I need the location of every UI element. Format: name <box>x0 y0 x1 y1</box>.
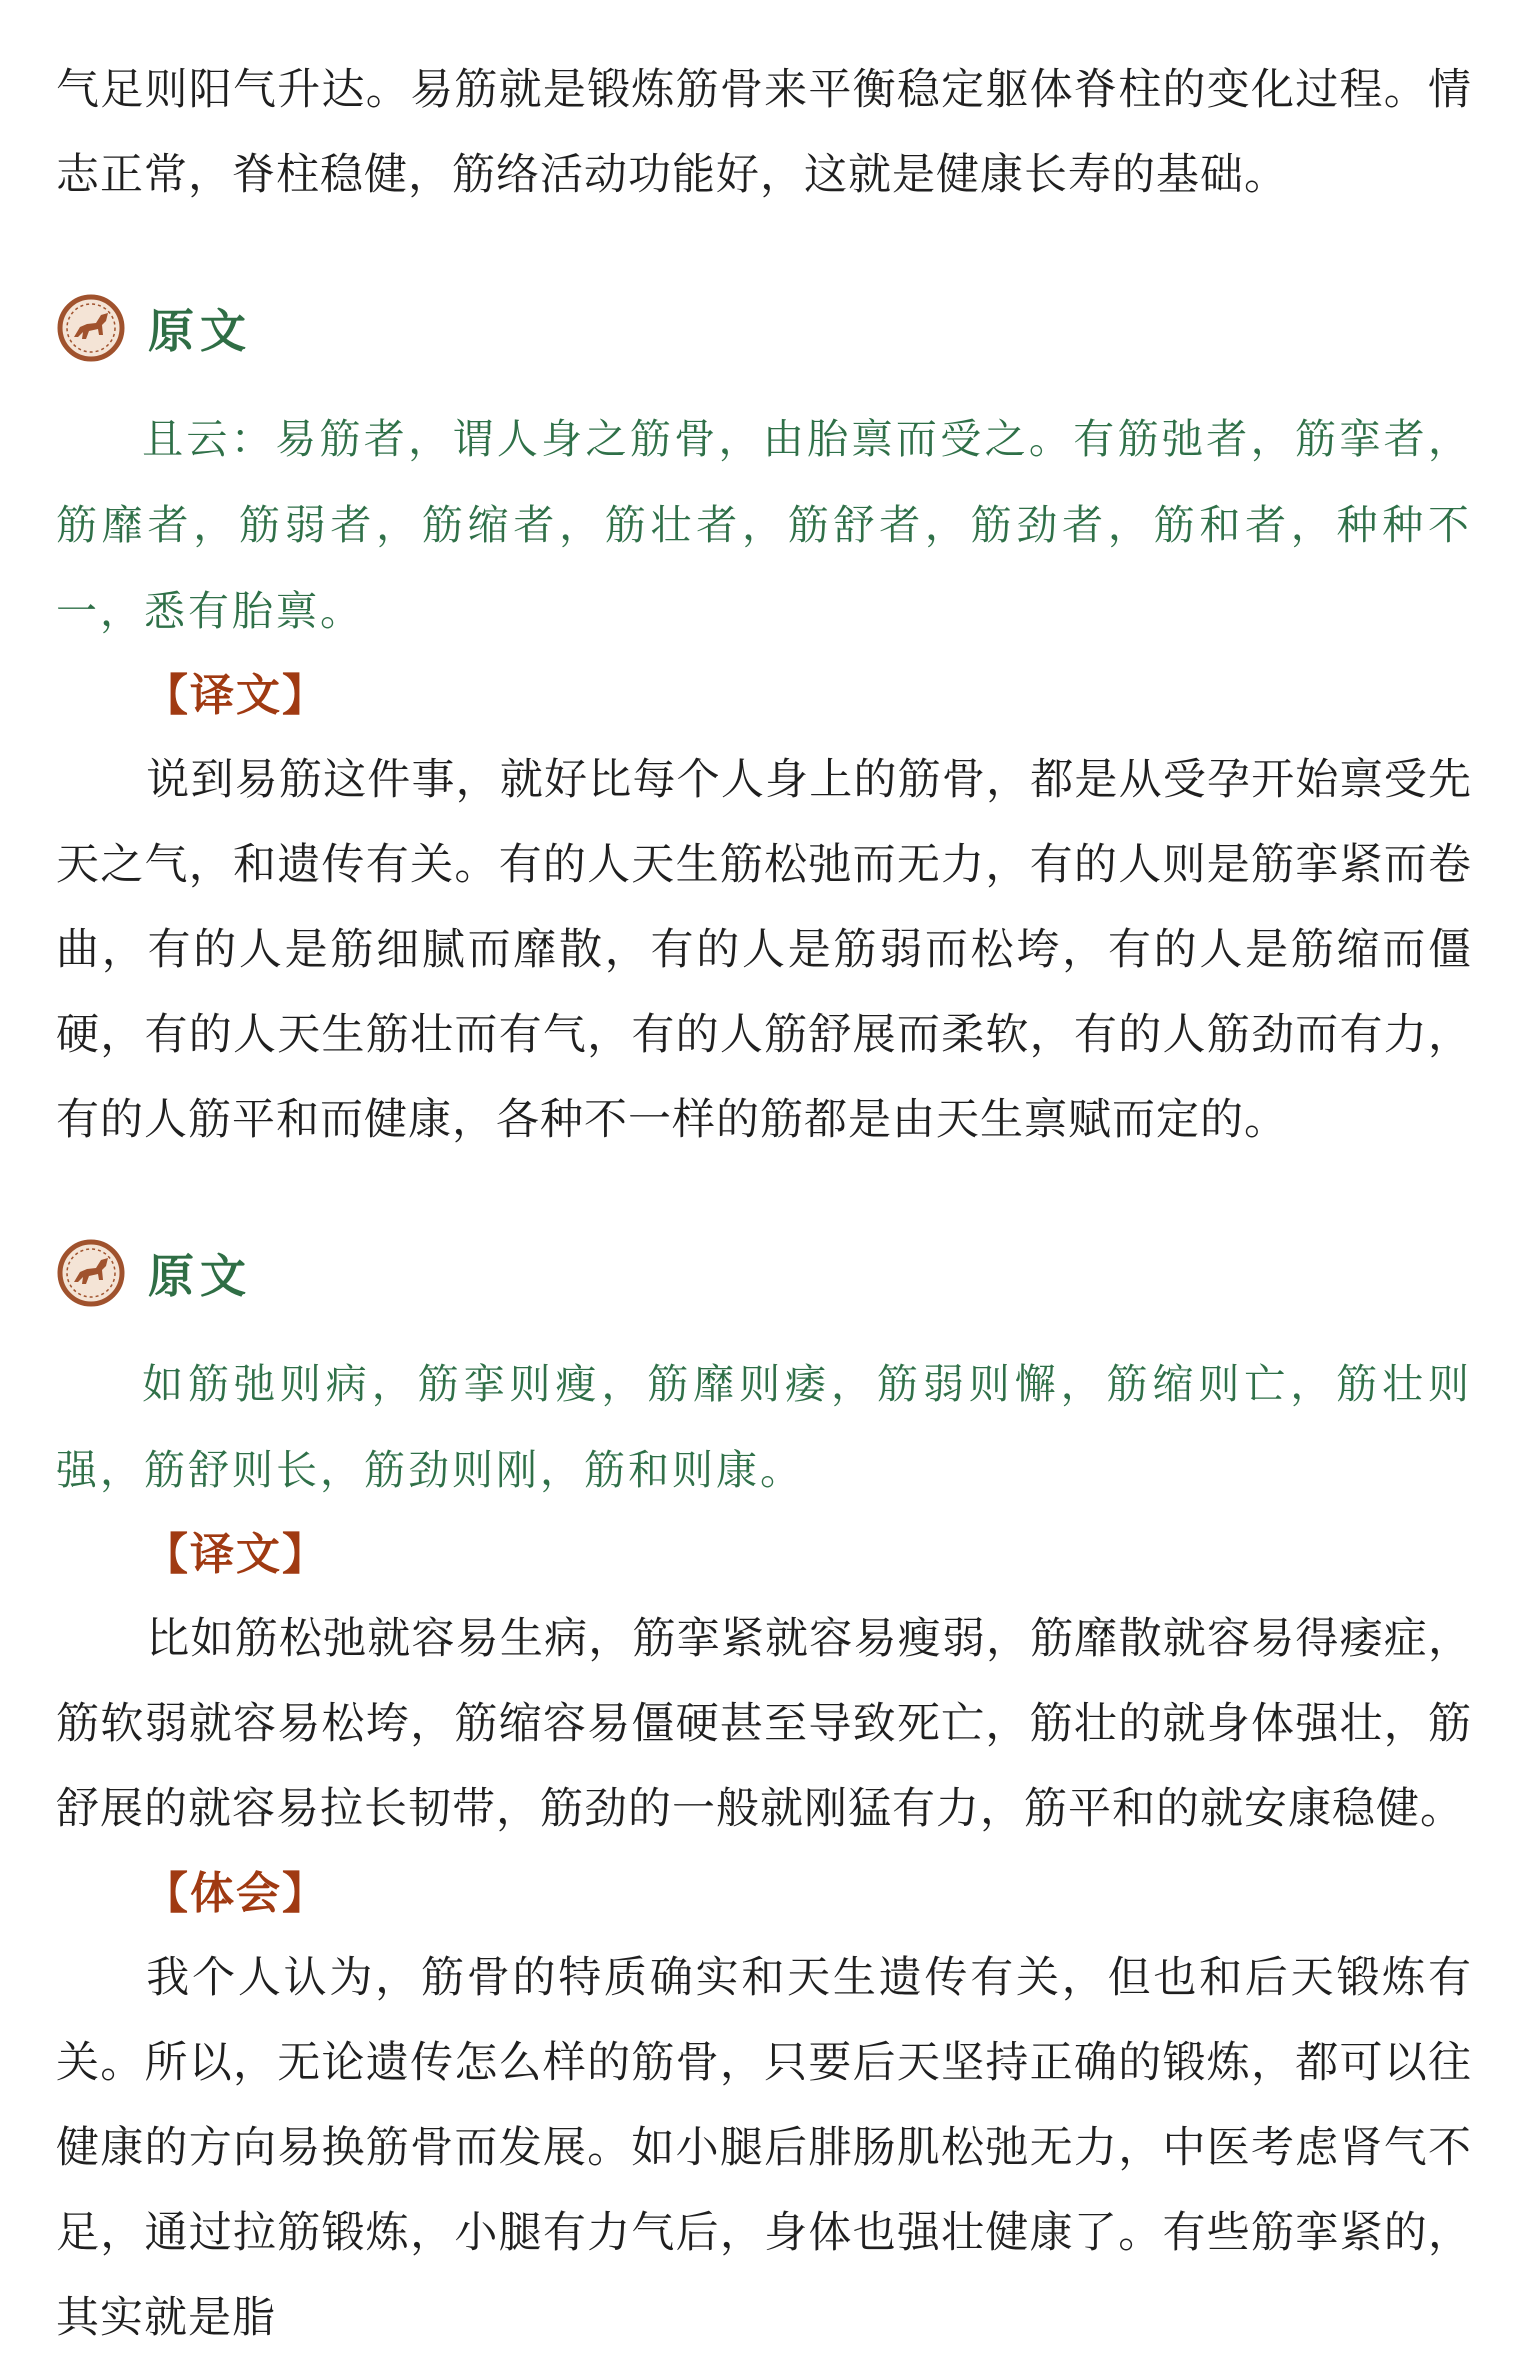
original-text: 且云：易筋者，谓人身之筋骨，由胎禀而受之。有筋弛者，筋挛者，筋靡者，筋弱者，筋缩者，筋壮者，筋舒者，筋劲者，筋和者，种种不一，悉有胎禀。 <box>56 415 1472 635</box>
translation-label: 【译文】 <box>144 670 328 721</box>
translation-paragraph: 说到易筋这件事，就好比每个人身上的筋骨，都是从受孕开始禀受先天之气，和遗传有关。有的人天生筋松弛而无力，有的人则是筋挛紧而卷曲，有的人是筋细腻而靡散，有的人是筋弱而松垮，有的人是筋缩而僵硬，有的人天生筋壮而有气，有的人筋舒展而柔软，有的人筋劲而有力，有的人筋平和而健康，各种不一样的筋都是由天生禀赋而定的。 <box>56 755 1472 1145</box>
section-title: 原文 <box>148 1249 252 1303</box>
section-title: 原文 <box>148 304 252 358</box>
intro-paragraph: 气足则阳气升达。易筋就是锻炼筋骨来平衡稳定躯体脊柱的变化过程。情志正常，脊柱稳健，筋络活动功能好，这就是健康长寿的基础。 <box>56 65 1472 200</box>
reflection-label: 【体会】 <box>144 1868 328 1919</box>
section-heading-1 <box>56 280 1472 376</box>
document-page <box>56 48 1472 2361</box>
section-heading-2 <box>56 1225 1472 1321</box>
seal-horse-icon <box>56 1238 126 1308</box>
original-text: 如筋弛则病，筋挛则瘦，筋靡则痿，筋弱则懈，筋缩则亡，筋壮则强，筋舒则长，筋劲则刚，筋和则康。 <box>56 1360 1472 1494</box>
translation-paragraph: 比如筋松弛就容易生病，筋挛紧就容易瘦弱，筋靡散就容易得痿症，筋软弱就容易松垮，筋缩容易僵硬甚至导致死亡，筋壮的就身体强壮，筋舒展的就容易拉长韧带，筋劲的一般就刚猛有力，筋平和的就安康稳健。 <box>56 1614 1472 1834</box>
translation-label: 【译文】 <box>144 1529 328 1580</box>
seal-horse-icon <box>56 293 126 363</box>
reflection-paragraph: 我个人认为，筋骨的特质确实和天生遗传有关，但也和后天锻炼有关。所以，无论遗传怎么样的筋骨，只要后天坚持正确的锻炼，都可以往健康的方向易换筋骨而发展。如小腿后腓肠肌松弛无力，中医考虑肾气不足，通过拉筋锻炼，小腿有力气后，身体也强壮健康了。有些筋挛紧的，其实就是脂 <box>56 1953 1472 2343</box>
